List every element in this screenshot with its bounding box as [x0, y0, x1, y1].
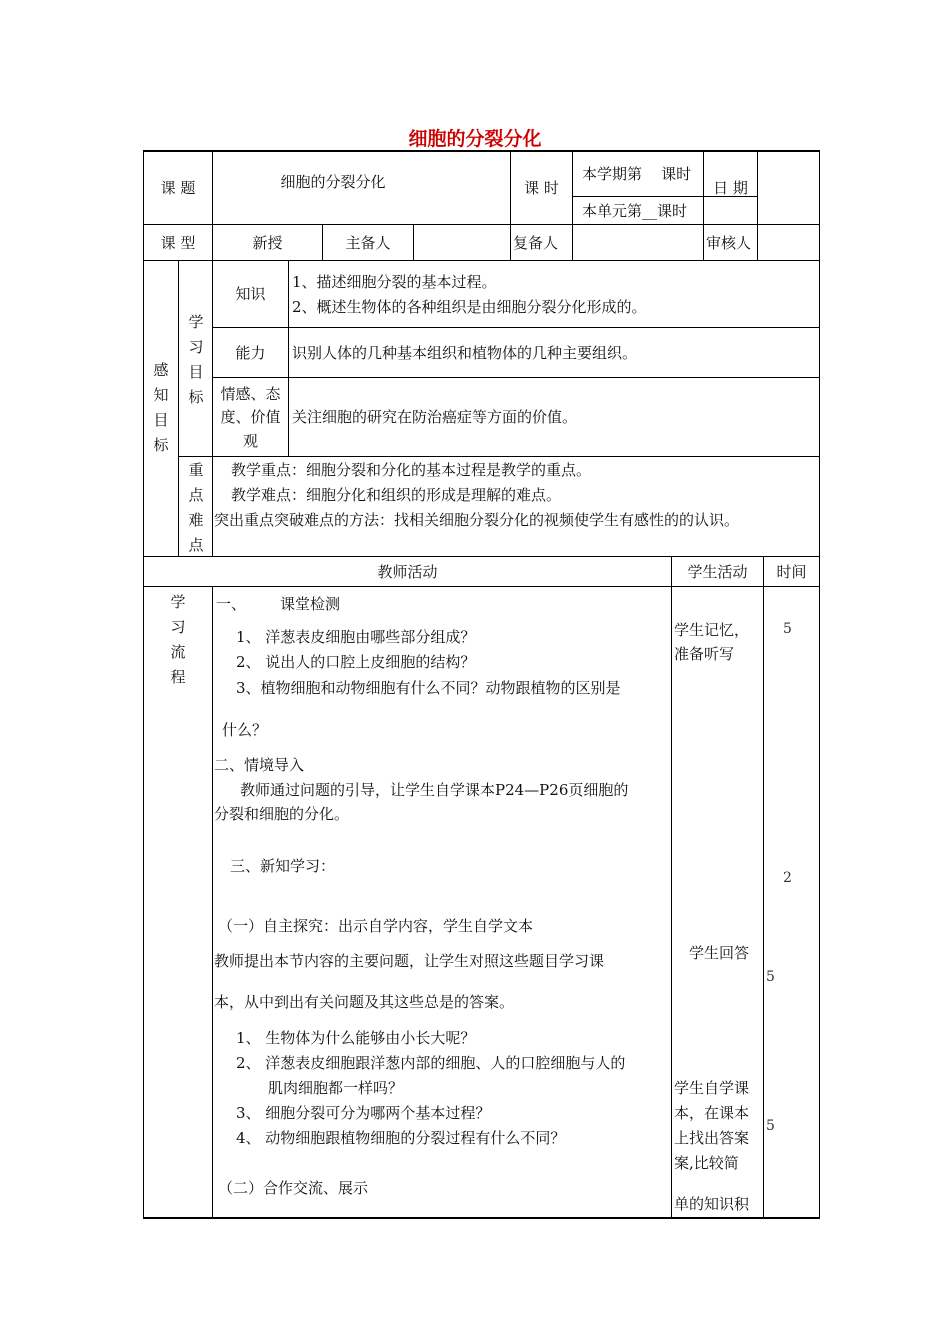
knowledge-label: 知识	[235, 285, 266, 303]
s3-question-2: 2、 洋葱表皮细胞跟洋葱内部的细胞、人的口腔细胞与人的	[236, 1054, 626, 1072]
flow-label: 学 习 流 程	[170, 593, 186, 686]
student-note-3d: 案,比较简	[674, 1154, 739, 1172]
time-header: 时间	[776, 563, 807, 581]
topic-value: 细胞的分裂分化	[280, 173, 386, 191]
s1-question-3: 3、植物细胞和动物细胞有什么不同？动物跟植物的区别是	[236, 679, 621, 697]
s1-question-3-cont: 什么？	[222, 721, 268, 739]
student-note-3b: 本，在课本	[674, 1104, 750, 1122]
ability-text: 识别人体的几种基本组织和植物体的几种主要组织。	[292, 344, 638, 362]
student-note-2: 学生回答	[689, 944, 750, 962]
hours-semester: 本学期第 课时	[582, 165, 692, 183]
s3-question-4: 4、 动物细胞跟植物细胞的分裂过程有什么不同？	[236, 1129, 566, 1147]
s1-title-number: 一、	[216, 595, 247, 613]
emotion-text: 关注细胞的研究在防治癌症等方面的价值。	[292, 408, 578, 426]
ability-label: 能力	[235, 344, 266, 362]
s3-question-1: 1、 生物体为什么能够由小长大呢？	[236, 1029, 476, 1047]
s3-title: 三、新知学习：	[230, 857, 336, 875]
key-point-2: 教学难点：细胞分化和组织的形成是理解的难点。	[231, 486, 562, 504]
hours-label: 课 时	[524, 179, 559, 197]
review-label: 复备人	[513, 234, 559, 252]
key-point-3: 突出重点突破难点的方法：找相关细胞分裂分化的视频使学生有感性的的认识。	[214, 511, 740, 529]
s3-question-2-cont: 肌肉细胞都一样吗？	[268, 1079, 404, 1097]
page-title: 细胞的分裂分化	[408, 128, 542, 150]
type-label: 课 型	[160, 234, 196, 252]
time-value-3: 5	[766, 969, 775, 985]
topic-label: 课 题	[160, 179, 196, 197]
s3-text-2: 本，从中到出有关问题及其这些总是的答案。	[214, 993, 515, 1011]
date-label: 日 期	[713, 179, 748, 197]
emotion-label-2: 度、价值	[220, 408, 281, 426]
student-note-3a: 学生自学课	[674, 1079, 750, 1097]
s2-title: 二、情境导入	[214, 756, 305, 774]
teacher-activity-header: 教师活动	[377, 563, 438, 581]
key-points-label: 重 点 难 点	[188, 461, 204, 554]
lead-label: 主备人	[345, 234, 391, 252]
s1-question-1: 1、 洋葱表皮细胞由哪些部分组成？	[236, 628, 476, 646]
hours-unit: 本单元第__课时	[582, 202, 688, 220]
emotion-label-1: 情感、态	[220, 385, 281, 403]
type-value: 新授	[252, 234, 283, 252]
s3-text-1: 教师提出本节内容的主要问题，让学生对照这些题目学习课	[214, 952, 605, 970]
time-value-2: 2	[783, 870, 792, 886]
learning-goals-label: 学 习 目 标	[188, 313, 204, 406]
student-activity-header: 学生活动	[687, 563, 748, 581]
goals-section-label: 感 知 目 标	[153, 361, 169, 454]
time-value-1: 5	[783, 621, 792, 637]
student-note-3e: 单的知识积	[674, 1195, 750, 1213]
emotion-label-3: 观	[242, 432, 258, 450]
knowledge-item-1: 1、描述细胞分裂的基本过程。	[292, 273, 497, 291]
s2-text-2: 分裂和细胞的分化。	[214, 805, 350, 823]
time-value-4: 5	[766, 1118, 775, 1134]
student-note-1a: 学生记忆，	[674, 621, 750, 639]
s2-text-1: 教师通过问题的引导，让学生自学课本P24—P26页细胞的	[240, 781, 629, 799]
audit-label: 审核人	[706, 234, 752, 252]
student-note-1b: 准备听写	[674, 645, 735, 663]
knowledge-item-2: 2、概述生物体的各种组织是由细胞分裂分化形成的。	[292, 298, 647, 316]
student-note-3c: 上找出答案	[674, 1129, 750, 1147]
s3-subsection-2: （二）合作交流、展示	[218, 1179, 369, 1197]
s3-question-3: 3、 细胞分裂可分为哪两个基本过程？	[236, 1104, 491, 1122]
s1-question-2: 2、 说出人的口腔上皮细胞的结构？	[236, 653, 476, 671]
s3-subsection-1: （一）自主探究：出示自学内容，学生自学文本	[218, 917, 534, 935]
s1-title: 课堂检测	[280, 595, 341, 613]
key-point-1: 教学重点：细胞分裂和分化的基本过程是教学的重点。	[231, 461, 592, 479]
